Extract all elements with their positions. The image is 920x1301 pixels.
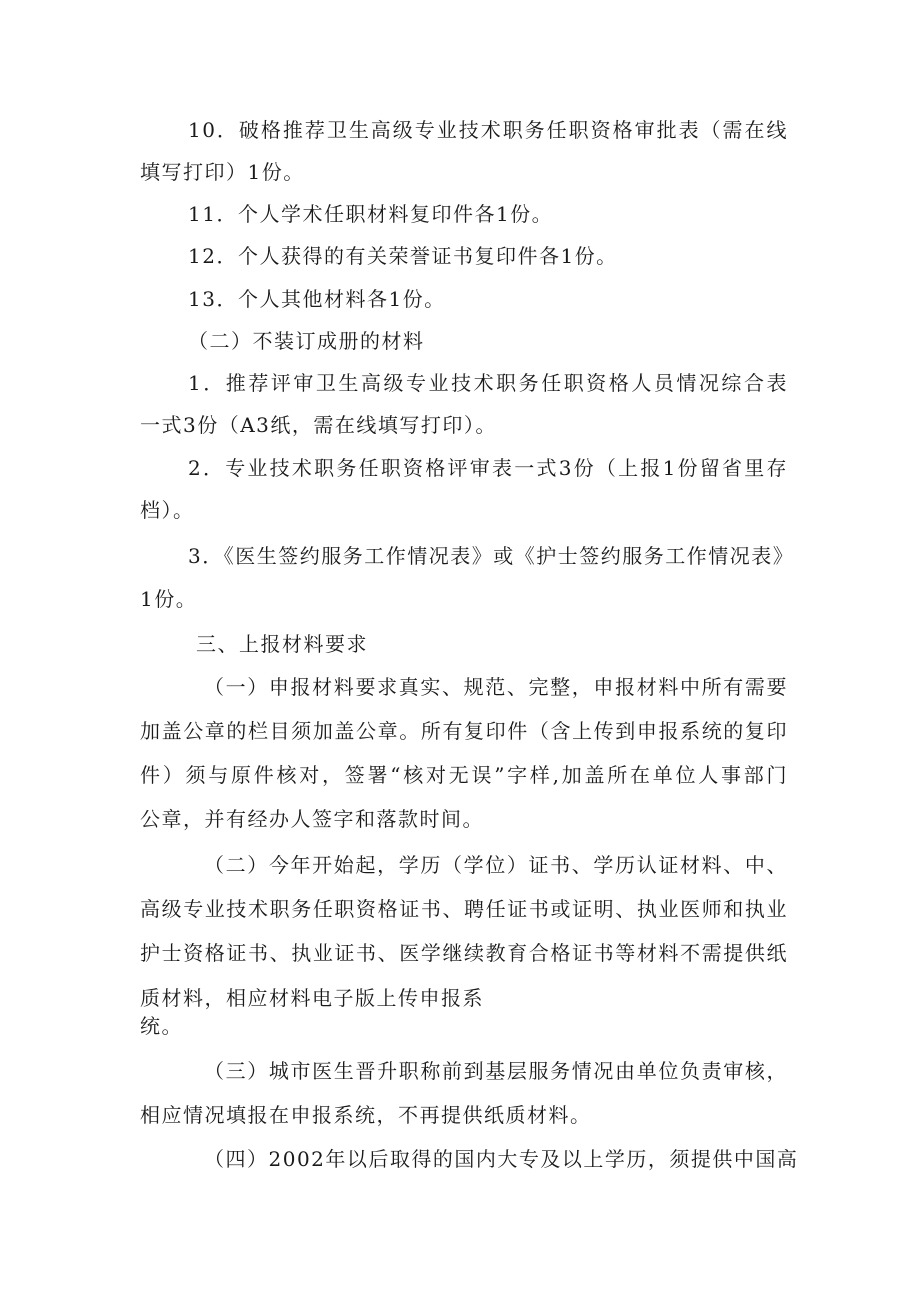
text-line: 3．《医生签约服务工作情况表》或《护士签约服务工作情况表》	[188, 544, 795, 568]
text-line: （一）申报材料要求真实、规范、完整，申报材料中所有需要	[204, 675, 788, 699]
text-line: 相应情况填报在申报系统，不再提供纸质材料。	[140, 1103, 592, 1127]
section-heading: 三、上报材料要求	[196, 632, 368, 656]
text-line: 13．个人其他材料各1份。	[188, 287, 446, 311]
text-line: 2．专业技术职务任职资格评审表一式3份（上报1份留省里存	[188, 456, 788, 480]
text-line: 公章，并有经办人签字和落款时间。	[140, 807, 484, 831]
text-line: 统。	[140, 1014, 183, 1038]
text-line: 12．个人获得的有关荣誉证书复印件各1份。	[188, 244, 618, 268]
text-line: 高级专业技术职务任职资格证书、聘任证书或证明、执业医师和执业	[140, 897, 788, 921]
text-line: 护士资格证书、执业证书、医学继续教育合格证书等材料不需提供纸	[140, 941, 788, 965]
text-line: 填写打印）1份。	[140, 160, 305, 184]
section-heading: （二）不装订成册的材料	[188, 329, 425, 353]
text-line: 一式3份（A3纸，需在线填写打印）。	[140, 413, 497, 437]
text-line: 10．破格推荐卫生高级专业技术职务任职资格审批表（需在线	[188, 118, 788, 142]
text-line: 档）。	[140, 498, 195, 522]
text-line: 11．个人学术任职材料复印件各1份。	[188, 202, 554, 226]
text-line: （二）今年开始起，学历（学位）证书、学历认证材料、中、	[204, 853, 788, 877]
text-line: （三）城市医生晋升职称前到基层服务情况由单位负责审核，	[204, 1059, 788, 1083]
text-line: 加盖公章的栏目须加盖公章。所有复印件（含上传到申报系统的复印	[140, 719, 788, 743]
text-line: 1．推荐评审卫生高级专业技术职务任职资格人员情况综合表	[188, 371, 788, 395]
text-line: 1份。	[140, 587, 198, 611]
text-line: （四）2002年以后取得的国内大专及以上学历，须提供中国高	[204, 1147, 799, 1171]
text-line: 件）须与原件核对，签署“核对无误”字样,加盖所在单位人事部门	[140, 763, 788, 787]
text-line: 质材料，相应材料电子版上传申报系	[140, 986, 484, 1010]
